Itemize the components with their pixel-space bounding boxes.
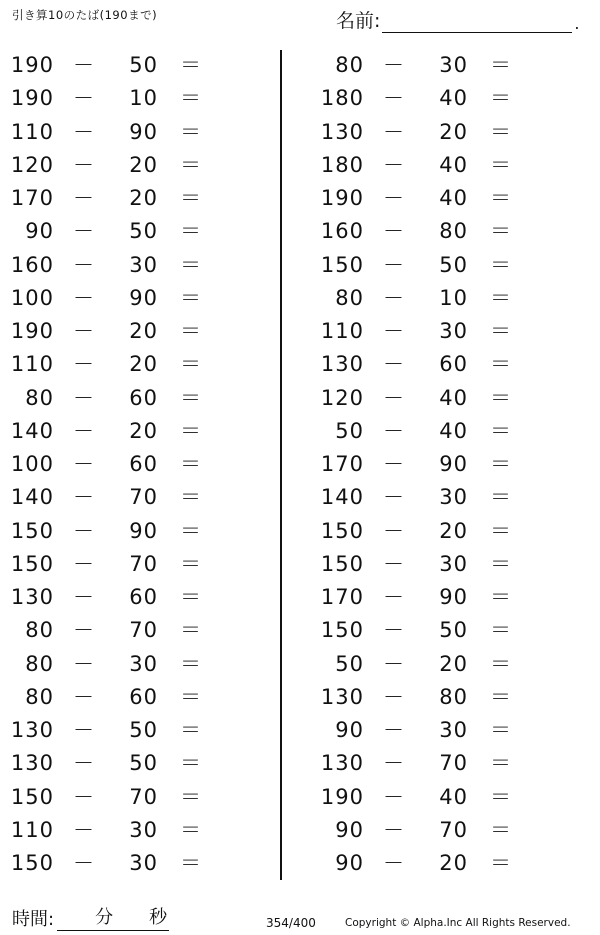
minus-sign: －: [73, 53, 94, 77]
equals-sign: ＝: [490, 152, 511, 177]
minus-sign: －: [73, 751, 94, 776]
minuend: 80: [25, 618, 54, 643]
equals-sign: ＝: [180, 485, 201, 510]
equals-sign: ＝: [180, 86, 201, 111]
minuend: 150: [320, 551, 364, 576]
minus-sign: －: [383, 319, 404, 343]
subtrahend: 70: [129, 784, 158, 809]
subtrahend: 40: [439, 418, 468, 443]
minus-sign: －: [383, 718, 404, 742]
subtrahend: 20: [439, 851, 468, 875]
minutes-unit: 分: [95, 907, 114, 928]
subtrahend: 70: [439, 817, 468, 842]
equals-sign: ＝: [490, 784, 511, 809]
minuend: 90: [335, 718, 364, 742]
equals-sign: ＝: [180, 651, 201, 676]
minus-sign: －: [73, 551, 94, 576]
minus-sign: －: [73, 152, 94, 177]
minuend: 100: [10, 452, 54, 476]
minus-sign: －: [383, 684, 404, 709]
subtrahend: 90: [439, 452, 468, 476]
minuend: 50: [335, 651, 364, 676]
subtrahend: 30: [439, 53, 468, 77]
minus-sign: －: [383, 485, 404, 510]
subtrahend: 50: [129, 718, 158, 742]
subtrahend: 30: [439, 718, 468, 742]
minus-sign: －: [73, 452, 94, 476]
name-label: 名前:: [336, 10, 381, 32]
minuend: 130: [320, 352, 364, 377]
subtrahend: 20: [129, 186, 158, 210]
minuend: 110: [10, 352, 54, 377]
minuend: 140: [320, 485, 364, 510]
minus-sign: －: [383, 551, 404, 576]
equals-sign: ＝: [490, 817, 511, 842]
equals-sign: ＝: [180, 152, 201, 177]
minuend: 90: [335, 851, 364, 875]
minuend: 110: [10, 119, 54, 144]
subtrahend: 50: [129, 751, 158, 776]
minuend: 120: [320, 385, 364, 410]
equals-sign: ＝: [490, 385, 511, 410]
minus-sign: －: [73, 585, 94, 609]
minus-sign: －: [383, 219, 404, 244]
equals-sign: ＝: [180, 452, 201, 476]
copyright-notice: Copyright © Alpha.Inc All Rights Reserved.: [345, 917, 571, 929]
minus-sign: －: [73, 319, 94, 343]
equals-sign: ＝: [490, 418, 511, 443]
minus-sign: －: [73, 518, 94, 543]
subtrahend: 50: [439, 618, 468, 643]
minuend: 170: [320, 585, 364, 609]
minus-sign: －: [73, 817, 94, 842]
minuend: 80: [25, 651, 54, 676]
subtrahend: 70: [129, 618, 158, 643]
equals-sign: ＝: [490, 485, 511, 510]
equals-sign: ＝: [490, 751, 511, 776]
minuend: 80: [335, 53, 364, 77]
minus-sign: －: [383, 751, 404, 776]
minuend: 150: [10, 851, 54, 875]
time-field: [12, 905, 169, 931]
subtrahend: 20: [439, 518, 468, 543]
subtrahend: 50: [129, 53, 158, 77]
equals-sign: ＝: [490, 186, 511, 210]
equals-sign: ＝: [490, 252, 511, 277]
subtrahend: 10: [439, 285, 468, 310]
minus-sign: －: [73, 219, 94, 244]
minuend: 150: [10, 518, 54, 543]
minus-sign: －: [383, 651, 404, 676]
subtrahend: 30: [129, 252, 158, 277]
column-divider: [280, 50, 282, 880]
subtrahend: 70: [129, 485, 158, 510]
minuend: 110: [10, 817, 54, 842]
subtrahend: 40: [439, 186, 468, 210]
equals-sign: ＝: [180, 319, 201, 343]
minuend: 130: [10, 751, 54, 776]
minuend: 90: [25, 219, 54, 244]
minuend: 80: [25, 385, 54, 410]
minus-sign: －: [383, 152, 404, 177]
minus-sign: －: [383, 518, 404, 543]
equals-sign: ＝: [490, 352, 511, 377]
subtrahend: 30: [129, 817, 158, 842]
equals-sign: ＝: [180, 851, 201, 875]
minuend: 80: [335, 285, 364, 310]
subtrahend: 20: [129, 319, 158, 343]
minuend: 130: [320, 684, 364, 709]
minus-sign: －: [383, 119, 404, 144]
minuend: 160: [10, 252, 54, 277]
equals-sign: ＝: [180, 119, 201, 144]
subtrahend: 50: [129, 219, 158, 244]
equals-sign: ＝: [490, 684, 511, 709]
minuend: 170: [320, 452, 364, 476]
equals-sign: ＝: [180, 518, 201, 543]
minus-sign: －: [73, 684, 94, 709]
minus-sign: －: [73, 252, 94, 277]
equals-sign: ＝: [180, 252, 201, 277]
subtrahend: 20: [129, 352, 158, 377]
subtrahend: 90: [129, 285, 158, 310]
equals-sign: ＝: [490, 618, 511, 643]
equals-sign: ＝: [180, 618, 201, 643]
subtrahend: 60: [129, 585, 158, 609]
subtrahend: 90: [129, 119, 158, 144]
minus-sign: －: [383, 784, 404, 809]
equals-sign: ＝: [490, 851, 511, 875]
minuend: 50: [335, 418, 364, 443]
minus-sign: －: [73, 285, 94, 310]
subtrahend: 30: [439, 485, 468, 510]
minuend: 170: [10, 186, 54, 210]
subtrahend: 30: [439, 319, 468, 343]
minuend: 80: [25, 684, 54, 709]
minus-sign: －: [73, 385, 94, 410]
minus-sign: －: [73, 485, 94, 510]
subtrahend: 30: [129, 651, 158, 676]
minus-sign: －: [383, 385, 404, 410]
minus-sign: －: [73, 186, 94, 210]
subtrahend: 40: [439, 152, 468, 177]
minus-sign: －: [73, 718, 94, 742]
page-number: 354/400: [266, 916, 316, 930]
subtrahend: 80: [439, 219, 468, 244]
equals-sign: ＝: [490, 53, 511, 77]
equals-sign: ＝: [180, 219, 201, 244]
minus-sign: －: [73, 851, 94, 875]
subtrahend: 80: [439, 684, 468, 709]
worksheet-title: 引き算10のたば(190まで): [12, 8, 158, 22]
minuend: 150: [320, 618, 364, 643]
minuend: 140: [10, 418, 54, 443]
minus-sign: －: [73, 86, 94, 111]
equals-sign: ＝: [180, 186, 201, 210]
equals-sign: ＝: [490, 718, 511, 742]
minus-sign: －: [383, 817, 404, 842]
minuend: 150: [10, 551, 54, 576]
subtrahend: 30: [129, 851, 158, 875]
equals-sign: ＝: [180, 418, 201, 443]
equals-sign: ＝: [490, 119, 511, 144]
minuend: 100: [10, 285, 54, 310]
subtrahend: 50: [439, 252, 468, 277]
equals-sign: ＝: [180, 784, 201, 809]
time-label: 時間:: [12, 909, 55, 930]
minuend: 120: [10, 152, 54, 177]
subtrahend: 10: [129, 86, 158, 111]
subtrahend: 60: [129, 385, 158, 410]
subtrahend: 90: [129, 518, 158, 543]
subtrahend: 30: [439, 551, 468, 576]
minuend: 150: [10, 784, 54, 809]
subtrahend: 60: [129, 684, 158, 709]
subtrahend: 40: [439, 385, 468, 410]
minus-sign: －: [383, 53, 404, 77]
equals-sign: ＝: [180, 53, 201, 77]
equals-sign: ＝: [180, 285, 201, 310]
subtrahend: 20: [439, 651, 468, 676]
equals-sign: ＝: [180, 751, 201, 776]
minus-sign: －: [383, 252, 404, 277]
minus-sign: －: [73, 618, 94, 643]
minuend: 150: [320, 252, 364, 277]
equals-sign: ＝: [490, 219, 511, 244]
equals-sign: ＝: [490, 585, 511, 609]
name-end-mark: .: [574, 14, 580, 33]
minus-sign: －: [73, 352, 94, 377]
equals-sign: ＝: [180, 385, 201, 410]
equals-sign: ＝: [490, 651, 511, 676]
minuend: 130: [10, 585, 54, 609]
minus-sign: －: [73, 418, 94, 443]
subtrahend: 60: [129, 452, 158, 476]
minuend: 130: [320, 119, 364, 144]
minuend: 150: [320, 518, 364, 543]
minuend: 140: [10, 485, 54, 510]
minus-sign: －: [383, 851, 404, 875]
equals-sign: ＝: [180, 352, 201, 377]
subtrahend: 70: [129, 551, 158, 576]
minus-sign: －: [73, 651, 94, 676]
subtrahend: 60: [439, 352, 468, 377]
subtrahend: 40: [439, 784, 468, 809]
equals-sign: ＝: [490, 86, 511, 111]
minuend: 190: [10, 319, 54, 343]
minuend: 190: [10, 86, 54, 111]
minus-sign: －: [73, 119, 94, 144]
minus-sign: －: [383, 585, 404, 609]
equals-sign: ＝: [180, 817, 201, 842]
minuend: 110: [320, 319, 364, 343]
minuend: 160: [320, 219, 364, 244]
minuend: 190: [320, 784, 364, 809]
equals-sign: ＝: [180, 551, 201, 576]
subtrahend: 70: [439, 751, 468, 776]
minus-sign: －: [383, 352, 404, 377]
time-blank-line: [57, 908, 169, 931]
minus-sign: －: [383, 285, 404, 310]
minuend: 130: [10, 718, 54, 742]
minus-sign: －: [383, 418, 404, 443]
subtrahend: 20: [129, 152, 158, 177]
minus-sign: －: [383, 452, 404, 476]
seconds-unit: 秒: [149, 907, 168, 928]
minuend: 180: [320, 152, 364, 177]
subtrahend: 20: [129, 418, 158, 443]
minuend: 130: [320, 751, 364, 776]
equals-sign: ＝: [490, 551, 511, 576]
name-blank-line: [382, 10, 572, 33]
minuend: 90: [335, 817, 364, 842]
equals-sign: ＝: [490, 319, 511, 343]
name-field: [336, 6, 580, 33]
equals-sign: ＝: [490, 452, 511, 476]
minus-sign: －: [383, 618, 404, 643]
minus-sign: －: [73, 784, 94, 809]
minus-sign: －: [383, 186, 404, 210]
equals-sign: ＝: [180, 684, 201, 709]
equals-sign: ＝: [180, 718, 201, 742]
equals-sign: ＝: [180, 585, 201, 609]
subtrahend: 20: [439, 119, 468, 144]
minuend: 190: [10, 53, 54, 77]
equals-sign: ＝: [490, 518, 511, 543]
subtrahend: 90: [439, 585, 468, 609]
minuend: 180: [320, 86, 364, 111]
minus-sign: －: [383, 86, 404, 111]
subtrahend: 40: [439, 86, 468, 111]
minuend: 190: [320, 186, 364, 210]
equals-sign: ＝: [490, 285, 511, 310]
